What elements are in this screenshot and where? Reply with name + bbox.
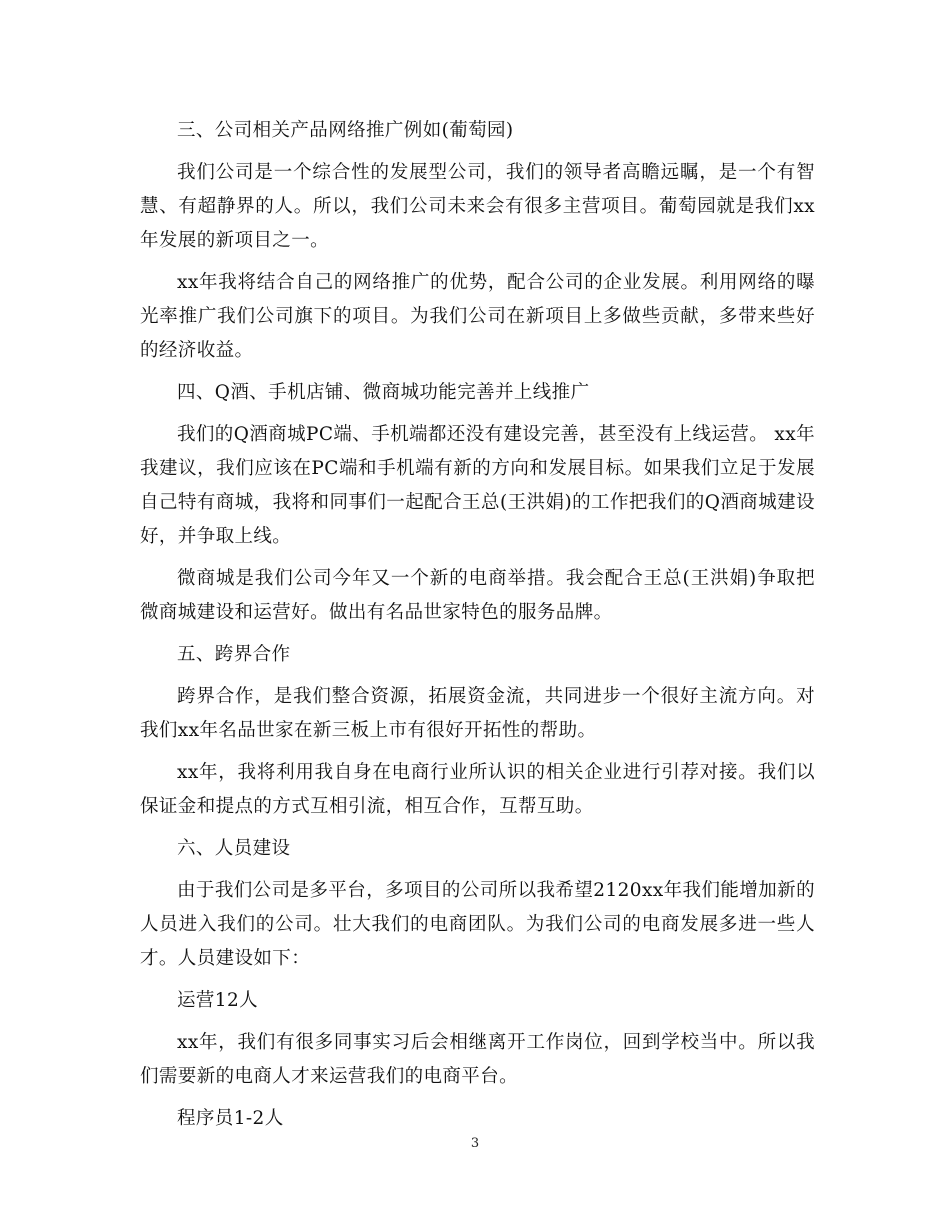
staffing-item-programmers: 程序员1-2人 — [177, 1108, 284, 1129]
paragraph-micro-mall: 微商城是我们公司今年又一个新的电商举措。我会配合王总(王洪娟)争取把微商城建设和运营好。做出有名品世家特色的服务品牌。 — [140, 568, 815, 623]
paragraph-crossover: 跨界合作，是我们整合资源，拓展资金流，共同进步一个很好主流方向。对我们xx年名品世家在新三板上市有很好开拓性的帮助。 — [140, 686, 815, 741]
paragraph-company-intro: 我们公司是一个综合性的发展型公司，我们的领导者高瞻远瞩，是一个有智慧、有超静界的人。所以，我们公司未来会有很多主营项目。葡萄园就是我们xx年发展的新项目之一。 — [140, 162, 815, 251]
paragraph-network-promotion: xx年我将结合自己的网络推广的优势，配合公司的企业发展。利用网络的曝光率推广我们公司旗下的项目。为我们公司在新项目上多做些贡献，多带来些好的经济收益。 — [140, 272, 815, 361]
section-heading-qjiu-mall: 四、Q酒、手机店铺、微商城功能完善并上线推广 — [177, 382, 590, 403]
section-heading-crossover: 五、跨界合作 — [177, 644, 291, 665]
paragraph-staffing: 由于我们公司是多平台，多项目的公司所以我希望2120xx年我们能增加新的人员进入我们的公司。壮大我们的电商团队。为我们公司的电商发展多进一些人才。人员建设如下： — [140, 880, 815, 969]
staffing-item-operations: 运营12人 — [177, 990, 259, 1011]
section-heading-staffing: 六、人员建设 — [177, 838, 291, 859]
section-heading-products: 三、公司相关产品网络推广例如(葡萄园) — [177, 120, 514, 141]
page-number: 3 — [470, 1136, 480, 1151]
paragraph-referral: xx年，我将利用我自身在电商行业所认识的相关企业进行引荐对接。我们以保证金和提点的方式互相引流，相互合作，互帮互助。 — [140, 762, 815, 817]
paragraph-operations: xx年，我们有很多同事实习后会相继离开工作岗位，回到学校当中。所以我们需要新的电商人才来运营我们的电商平台。 — [140, 1032, 815, 1087]
paragraph-qjiu-mall: 我们的Q酒商城PC端、手机端都还没有建设完善，甚至没有上线运营。 xx年我建议，我们应该在PC端和手机端有新的方向和发展目标。如果我们立足于发展自己特有商城，我将和同事们一起配合王总(王洪娟)的工作把我们的Q酒商城建设好，并争取上线。 — [140, 424, 815, 547]
document-body — [140, 114, 815, 1144]
